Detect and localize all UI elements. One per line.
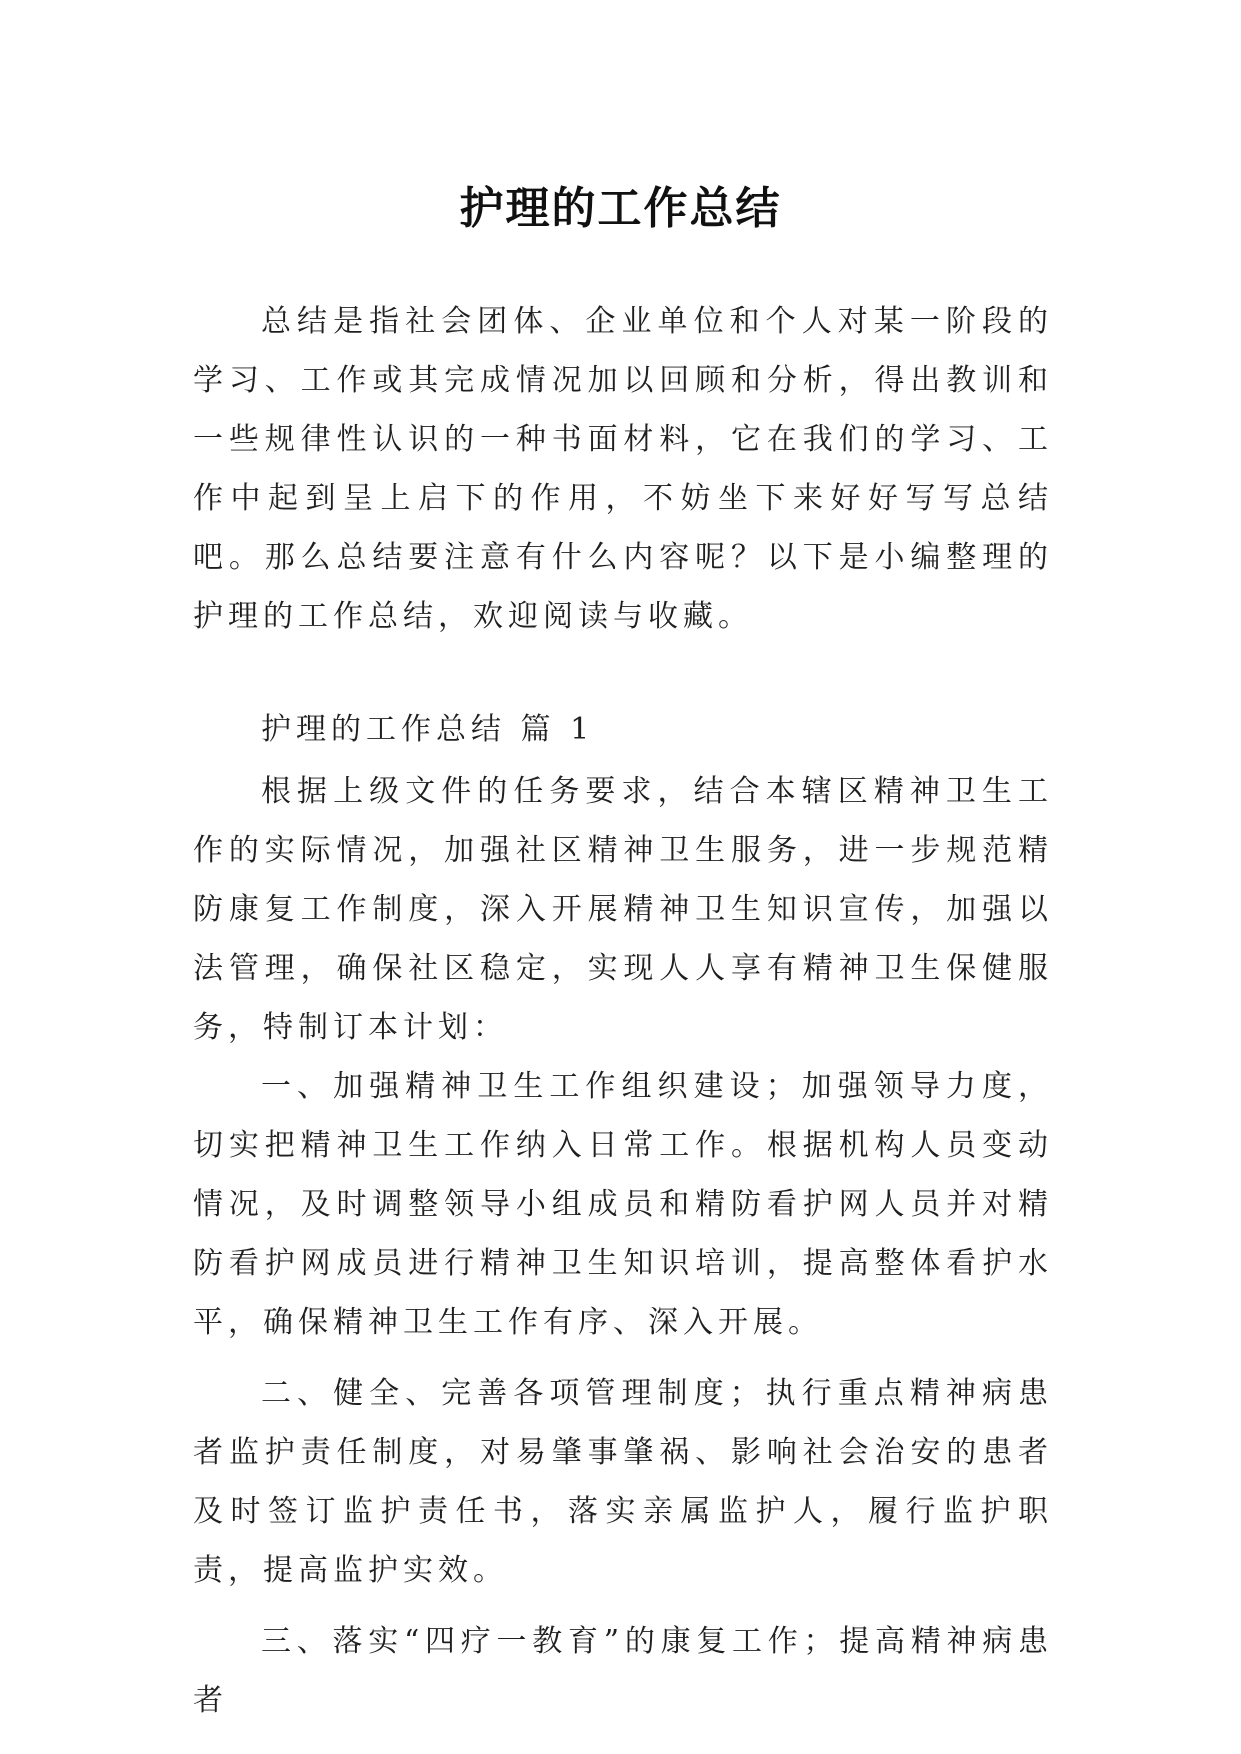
intro-section: [193, 292, 1053, 646]
section-paragraph: 三、落实“四疗一教育”的康复工作；提高精神病患者: [193, 1624, 1053, 1718]
document-title: 护理的工作总结: [459, 183, 782, 235]
section-1: [193, 700, 1053, 1730]
section-heading: 护理的工作总结 篇 1: [261, 712, 595, 747]
section-paragraph: 一、加强精神卫生工作组织建设；加强领导力度，切实把精神卫生工作纳入日常工作。根据机构人员变动情况，及时调整领导小组成员和精防看护网人员并对精防看护网成员进行精神卫生知识培训，提高整体看护水平，确保精神卫生工作有序、深入开展。: [193, 1069, 1053, 1340]
section-paragraph: 根据上级文件的任务要求，结合本辖区精神卫生工作的实际情况，加强社区精神卫生服务，进一步规范精防康复工作制度，深入开展精神卫生知识宣传，加强以法管理，确保社区稳定，实现人人享有精神卫生保健服务，特制订本计划：: [193, 774, 1053, 1045]
section-paragraph: 二、健全、完善各项管理制度；执行重点精神病患者监护责任制度，对易肇事肇祸、影响社会治安的患者及时签订监护责任书，落实亲属监护人，履行监护职责，提高监护实效。: [193, 1376, 1053, 1588]
intro-paragraph: 总结是指社会团体、企业单位和个人对某一阶段的学习、工作或其完成情况加以回顾和分析，得出教训和一些规律性认识的一种书面材料，它在我们的学习、工作中起到呈上启下的作用，不妨坐下来好好写写总结吧。那么总结要注意有什么内容呢？以下是小编整理的护理的工作总结，欢迎阅读与收藏。: [193, 304, 1053, 634]
